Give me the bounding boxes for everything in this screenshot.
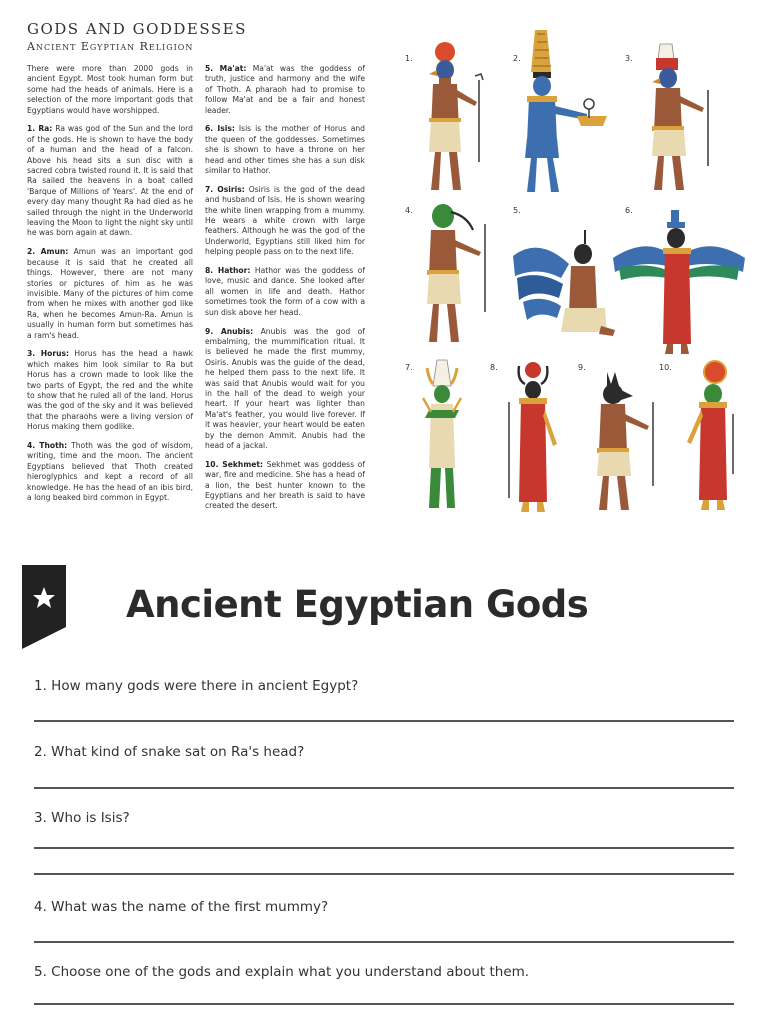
bookmark-star-icon [22, 565, 66, 649]
maat-label: 5. Ma'at: [205, 64, 247, 73]
answer-line-4[interactable] [34, 941, 734, 943]
osiris-figure [415, 358, 477, 518]
horus-text: Horus has the head a hawk which makes him look similar to Ra but Horus has a crown made to look like the two parts of Egypt, the red and the white to show that he ruled all of the land. Horus was the god of the sky and it was believed that the pharaohs were a living version of Horus making them godlike. [27, 349, 194, 432]
question-5: 5. Choose one of the gods and explain what you understand about them. [34, 964, 530, 980]
figure-number-1: 1. [405, 54, 413, 63]
worksheet-title: Ancient Egyptian Gods [126, 583, 589, 626]
figure-number-10: 10. [659, 363, 672, 372]
horus-figure [642, 40, 732, 198]
figure-number-8: 8. [490, 363, 498, 372]
amun-label: 2. Amun: [27, 247, 69, 257]
amun-figure [507, 26, 617, 198]
thoth-paragraph [27, 441, 193, 503]
hathor-paragraph [205, 266, 365, 318]
page-title: GODS AND GODDESSES [27, 20, 247, 38]
maat-paragraph [205, 64, 365, 116]
sekhmet-figure [679, 358, 745, 518]
thoth-text: Thoth was the god of wisdom, writing, time and the moon. The ancient Egyptians believed that Thoth created hieroglyphics and kept a record of all knowledge. He has the head of an ibis bird, a long beaked bird common in Egypt. [27, 440, 193, 502]
page-header [27, 20, 247, 53]
hathor-label: 8. Hathor: [205, 266, 251, 276]
anubis-label: 9. Anubis: [205, 326, 254, 336]
amun-text: Amun was an important god because it is said that he created all things. However, there are not many stories or pictures of him as he was invisible. Many of the pictures of him come from when he mixes with another god like Ra, when he becomes Amun-Ra. Amun is usually in human form but sometimes has a ram's head. [27, 247, 193, 340]
isis-paragraph [205, 124, 365, 176]
intro-paragraph [27, 64, 193, 116]
anubis-paragraph [205, 327, 365, 452]
hathor-text: Hathor was the goddess of love, music and dance. She looked after all women in life and death. Hathor sometimes took the form of a cow with a sun disk above her head. [205, 266, 365, 317]
amun-paragraph [27, 247, 193, 341]
anubis-figure [587, 368, 665, 518]
sekhmet-label: 10. Sekhmet: [205, 459, 264, 469]
ra-label: 1. Ra: [27, 124, 53, 134]
sekhmet-paragraph [205, 460, 365, 512]
question-1: 1. How many gods were there in ancient Egypt? [34, 678, 359, 694]
figure-number-4: 4. [405, 206, 413, 215]
figure-number-5: 5. [513, 206, 521, 215]
anubis-text: Anubis was the god of embalming, the mummification ritual. It is believed he made the first mummy, Osiris. Anubis was the guide of the dead, he helped them pass to the next life. It was said that Anubis would wait for you in the hall of the dead to weigh your heart. If your heart was lighter than Ma'at's feather, you would live forever. If it was heavier, your heart would be eaten by the demon Ammit. Anubis had the head of a jackal. [205, 326, 365, 450]
gods-illustration-panel [397, 40, 753, 520]
question-2: 2. What kind of snake sat on Ra's head? [34, 744, 305, 760]
maat-figure [509, 226, 619, 346]
hathor-figure [501, 358, 565, 518]
thoth-label: 4. Thoth: [27, 440, 68, 450]
answer-line-3a[interactable] [34, 847, 734, 849]
worksheet-header [22, 565, 752, 655]
horus-label: 3. Horus: [27, 349, 70, 359]
figure-number-6: 6. [625, 206, 633, 215]
thoth-figure [415, 200, 505, 350]
maat-text: Ma'at was the goddess of truth, justice and harmony and the wife of Thoth. A pharaoh had to promise to follow Ma'at and be a fair and honest leader. [205, 64, 366, 115]
question-3: 3. Who is Isis? [34, 810, 130, 826]
figure-number-9: 9. [578, 363, 586, 372]
isis-figure [609, 208, 749, 358]
osiris-paragraph [205, 185, 365, 258]
answer-line-2[interactable] [34, 787, 734, 789]
figure-number-3: 3. [625, 54, 633, 63]
osiris-text: Osiris is the god of the dead and husband of Isis. He is shown wearing the white linen wrapping from a mummy. He wears a white crown with large feathers. Although he was the god of the Underworld, Egyptians still liked him for helping people pass on to the next life. [205, 184, 365, 257]
osiris-label: 7. Osiris: [205, 184, 245, 194]
figure-number-7: 7. [405, 363, 413, 372]
answer-line-1[interactable] [34, 720, 734, 722]
isis-text: Isis is the mother of Horus and the queen of the goddesses. Sometimes she is shown to have a throne on her head and other times she has a sun disk similar to Hathor. [205, 124, 365, 176]
intro-text: There were more than 2000 gods in ancient Egypt. Most took human form but some had the heads of animals. Here is a selection of the more important gods that Egyptians would have worshipped. [27, 64, 193, 115]
question-4: 4. What was the name of the first mummy? [34, 899, 329, 915]
page-subtitle: Ancient Egyptian Religion [27, 40, 194, 53]
answer-line-5[interactable] [34, 1003, 734, 1005]
figure-number-2: 2. [513, 54, 521, 63]
isis-label: 6. Isis: [205, 124, 235, 134]
horus-paragraph [27, 349, 193, 432]
sekhmet-text: Sekhmet was goddess of war, fire and medicine. She has a head of a lion, the best hunter known to the Egyptians and her breath is said to have created the desert. [205, 459, 365, 511]
ra-text: Ra was god of the Sun and the lord of the gods. He is shown to have the body of a human and the head of a falcon. Above his head sits a sun disc with a sacred cobra twisted round it. It is said that Ra sailed the heavens in a boat called 'Barque of Millions of Years'. At the end of every day many thought Ra had died as he sailed through the night in the Underworld leaving the Moon to light the night sky until he was born again at dawn. [27, 124, 193, 238]
text-column-2 [205, 64, 365, 520]
text-column-1 [27, 64, 193, 512]
ra-paragraph [27, 124, 193, 238]
answer-line-3b[interactable] [34, 873, 734, 875]
ra-figure [415, 40, 495, 198]
